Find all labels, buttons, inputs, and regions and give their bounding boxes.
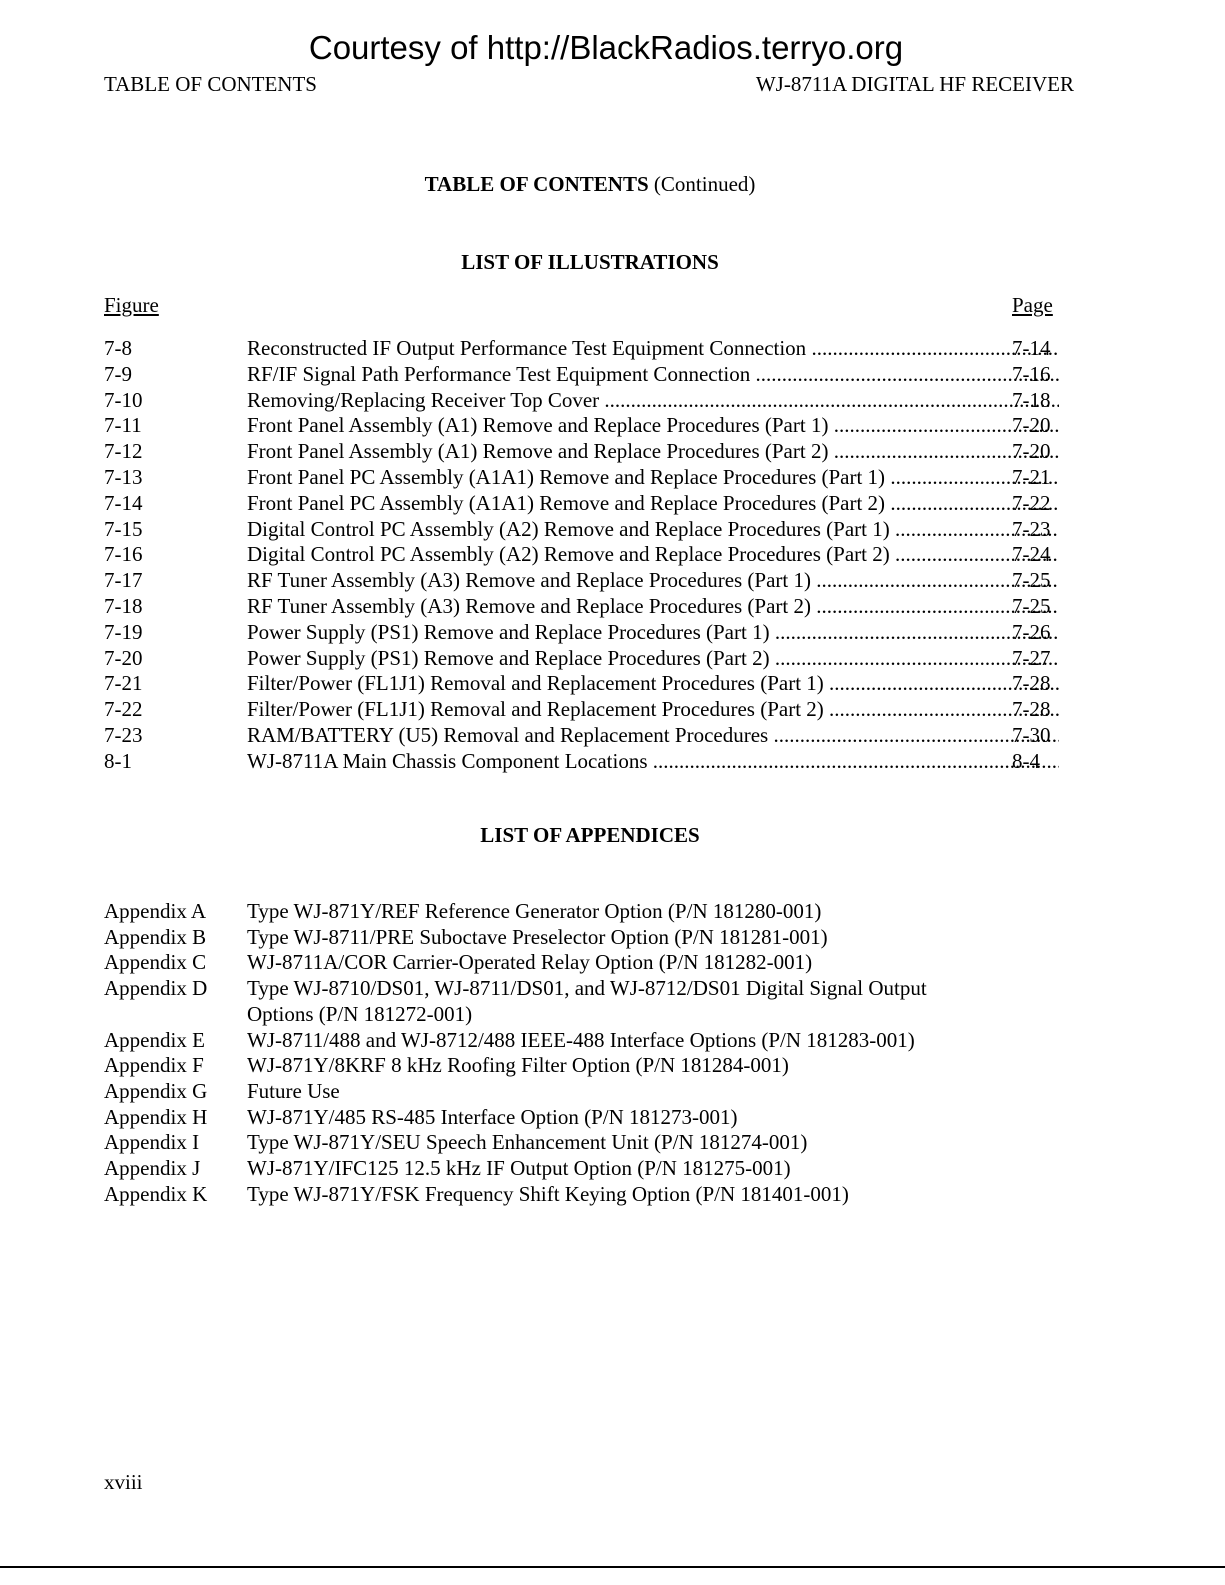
illustration-entry[interactable] <box>104 671 1084 697</box>
illustration-entry[interactable] <box>104 697 1084 723</box>
figure-title: Reconstructed IF Output Performance Test Equipment Connection ..... <box>247 336 1059 362</box>
illustration-entry[interactable] <box>104 646 1084 672</box>
appendix-title: Type WJ-8711/PRE Suboctave Preselector Option (P/N 181281-001) <box>247 924 828 949</box>
figure-title: Filter/Power (FL1J1) Removal and Replacement Procedures (Part 1) ..... <box>247 671 1059 697</box>
figure-title: RF/IF Signal Path Performance Test Equipment Connection ..... <box>247 362 1059 388</box>
figure-number: 7-11 <box>104 413 142 438</box>
bottom-rule <box>0 1566 1225 1568</box>
appendix-label: Appendix E <box>104 1027 205 1052</box>
appendix-title: WJ-8711A/COR Carrier-Operated Relay Option (P/N 181282-001) <box>247 950 813 975</box>
figure-number: 7-17 <box>104 568 143 593</box>
illustration-entry[interactable] <box>104 620 1084 646</box>
figure-column-header: Figure <box>104 293 159 317</box>
illustration-entry[interactable] <box>104 723 1084 749</box>
appendix-title: Type WJ-871Y/FSK Frequency Shift Keying Option (P/N 181401-001) <box>247 1181 849 1206</box>
appendix-entry[interactable] <box>104 976 1084 1027</box>
figure-page: 7-26 <box>1012 619 1051 644</box>
illustration-entry[interactable] <box>104 594 1084 620</box>
figure-title: Removing/Replacing Receiver Top Cover ..... <box>247 388 1059 414</box>
figure-number: 7-16 <box>104 542 143 567</box>
illustration-entry[interactable] <box>104 542 1084 568</box>
illustration-entry[interactable] <box>104 749 1084 775</box>
figure-page: 7-30 <box>1012 722 1051 747</box>
figure-number: 7-20 <box>104 645 143 670</box>
figure-page: 7-24 <box>1012 542 1051 567</box>
figure-page: 7-27 <box>1012 645 1051 670</box>
figure-number: 7-15 <box>104 516 143 541</box>
running-header-left: TABLE OF CONTENTS <box>104 72 317 96</box>
appendix-title: WJ-871Y/8KRF 8 kHz Roofing Filter Option (P/N 181284-001) <box>247 1053 789 1078</box>
appendix-title: Future Use <box>247 1078 340 1103</box>
figure-number: 7-19 <box>104 619 143 644</box>
appendix-entry[interactable] <box>104 925 1084 951</box>
figure-page: 7-22 <box>1012 490 1051 515</box>
figure-number: 7-12 <box>104 439 143 464</box>
illustration-entry[interactable] <box>104 362 1084 388</box>
appendix-label: Appendix G <box>104 1078 208 1103</box>
toc-heading-bold: TABLE OF CONTENTS <box>424 172 649 196</box>
figure-number: 7-18 <box>104 593 143 618</box>
toc-continued-heading <box>0 171 1180 197</box>
illustrations-heading: LIST OF ILLUSTRATIONS <box>461 250 719 274</box>
appendix-title: Type WJ-871Y/REF Reference Generator Option (P/N 181280-001) <box>247 899 822 923</box>
figure-title: Digital Control PC Assembly (A2) Remove and Replace Procedures (Part 1) ..... <box>247 517 1059 543</box>
figure-title: RAM/BATTERY (U5) Removal and Replacement Procedures ..... <box>247 723 1059 749</box>
figure-page: 8-4 <box>1012 748 1040 773</box>
illustration-entry[interactable] <box>104 439 1084 465</box>
figure-page: 7-25 <box>1012 568 1051 593</box>
appendix-entry[interactable] <box>104 1156 1084 1182</box>
appendix-label: Appendix K <box>104 1181 208 1206</box>
running-header-right: WJ-8711A DIGITAL HF RECEIVER <box>755 72 1074 96</box>
appendix-entry[interactable] <box>104 1105 1084 1131</box>
illustration-entry[interactable] <box>104 568 1084 594</box>
appendix-label: Appendix H <box>104 1104 208 1129</box>
figure-title: Power Supply (PS1) Remove and Replace Procedures (Part 2) ..... <box>247 646 1059 672</box>
illustration-entry[interactable] <box>104 336 1084 362</box>
figure-number: 7-21 <box>104 671 143 696</box>
appendix-entry[interactable] <box>104 1028 1084 1054</box>
appendix-label: Appendix D <box>104 976 208 1001</box>
figure-page: 7-20 <box>1012 413 1051 438</box>
figure-title: Front Panel Assembly (A1) Remove and Replace Procedures (Part 1) ..... <box>247 413 1059 439</box>
figure-number: 7-22 <box>104 697 143 722</box>
appendix-label: Appendix A <box>104 899 207 923</box>
courtesy-banner: Courtesy of http://BlackRadios.terryo.org <box>308 29 904 66</box>
illustration-entry[interactable] <box>104 491 1084 517</box>
appendix-title: Type WJ-871Y/SEU Speech Enhancement Unit (P/N 181274-001) <box>247 1130 808 1155</box>
figure-title: WJ-8711A Main Chassis Component Locations ..... <box>247 749 1059 775</box>
illustration-entry[interactable] <box>104 517 1084 543</box>
appendix-entry[interactable] <box>104 1130 1084 1156</box>
appendix-entry[interactable] <box>104 1079 1084 1105</box>
appendix-entry[interactable] <box>104 1182 1084 1208</box>
figure-page: 7-18 <box>1012 387 1051 412</box>
figure-title: Front Panel PC Assembly (A1A1) Remove and Replace Procedures (Part 1) ..... <box>247 465 1059 491</box>
figure-number: 7-10 <box>104 387 143 412</box>
appendix-title: WJ-871Y/485 RS-485 Interface Option (P/N 181273-001) <box>247 1104 738 1129</box>
toc-heading-normal: (Continued) <box>648 172 756 196</box>
page-number: xviii <box>104 1470 143 1494</box>
illustration-entry[interactable] <box>104 388 1084 414</box>
figure-title: Digital Control PC Assembly (A2) Remove and Replace Procedures (Part 2) ..... <box>247 542 1059 568</box>
figure-title: Front Panel PC Assembly (A1A1) Remove and Replace Procedures (Part 2) ..... <box>247 491 1059 517</box>
appendix-label: Appendix J <box>104 1156 201 1181</box>
figure-number: 7-23 <box>104 722 143 747</box>
illustration-entry[interactable] <box>104 465 1084 491</box>
appendices-heading: LIST OF APPENDICES <box>480 823 700 847</box>
appendix-label: Appendix F <box>104 1053 204 1078</box>
figure-page: 7-20 <box>1012 439 1051 464</box>
figure-title: Filter/Power (FL1J1) Removal and Replacement Procedures (Part 2) ..... <box>247 697 1059 723</box>
appendix-title: Type WJ-8710/DS01, WJ-8711/DS01, and WJ-8712/DS01 Digital Signal Output Options (P/N 181272-001) <box>247 976 927 1026</box>
figure-number: 7-14 <box>104 490 143 515</box>
appendix-label: Appendix C <box>104 950 207 975</box>
illustration-entry[interactable] <box>104 413 1084 439</box>
appendix-title: WJ-871Y/IFC125 12.5 kHz IF Output Option (P/N 181275-001) <box>247 1156 791 1181</box>
appendix-entry[interactable] <box>104 950 1084 976</box>
figure-number: 8-1 <box>104 748 132 773</box>
figure-title: Front Panel Assembly (A1) Remove and Replace Procedures (Part 2) ..... <box>247 439 1059 465</box>
figure-page: 7-28 <box>1012 697 1051 722</box>
appendix-title: WJ-8711/488 and WJ-8712/488 IEEE-488 Interface Options (P/N 181283-001) <box>247 1027 915 1052</box>
figure-title: Power Supply (PS1) Remove and Replace Procedures (Part 1) ..... <box>247 620 1059 646</box>
figure-page: 7-21 <box>1012 464 1051 489</box>
figure-number: 7-9 <box>104 361 132 386</box>
appendix-label: Appendix I <box>104 1130 200 1155</box>
page-column-header: Page <box>1012 293 1053 317</box>
figure-number: 7-13 <box>104 464 143 489</box>
figure-title: RF Tuner Assembly (A3) Remove and Replace Procedures (Part 2) ..... <box>247 594 1059 620</box>
appendix-entry[interactable] <box>104 1053 1084 1079</box>
appendix-label: Appendix B <box>104 924 207 949</box>
figure-page: 7-28 <box>1012 671 1051 696</box>
figure-title: RF Tuner Assembly (A3) Remove and Replace Procedures (Part 1) ..... <box>247 568 1059 594</box>
figure-number: 7-8 <box>104 336 132 360</box>
figure-page: 7-25 <box>1012 593 1051 618</box>
illustrations-list <box>104 336 1084 775</box>
figure-page: 7-16 <box>1012 361 1051 386</box>
figure-page: 7-14 <box>1012 336 1051 360</box>
figure-page: 7-23 <box>1012 516 1051 541</box>
appendices-list <box>104 899 1084 1207</box>
appendix-entry[interactable] <box>104 899 1084 925</box>
